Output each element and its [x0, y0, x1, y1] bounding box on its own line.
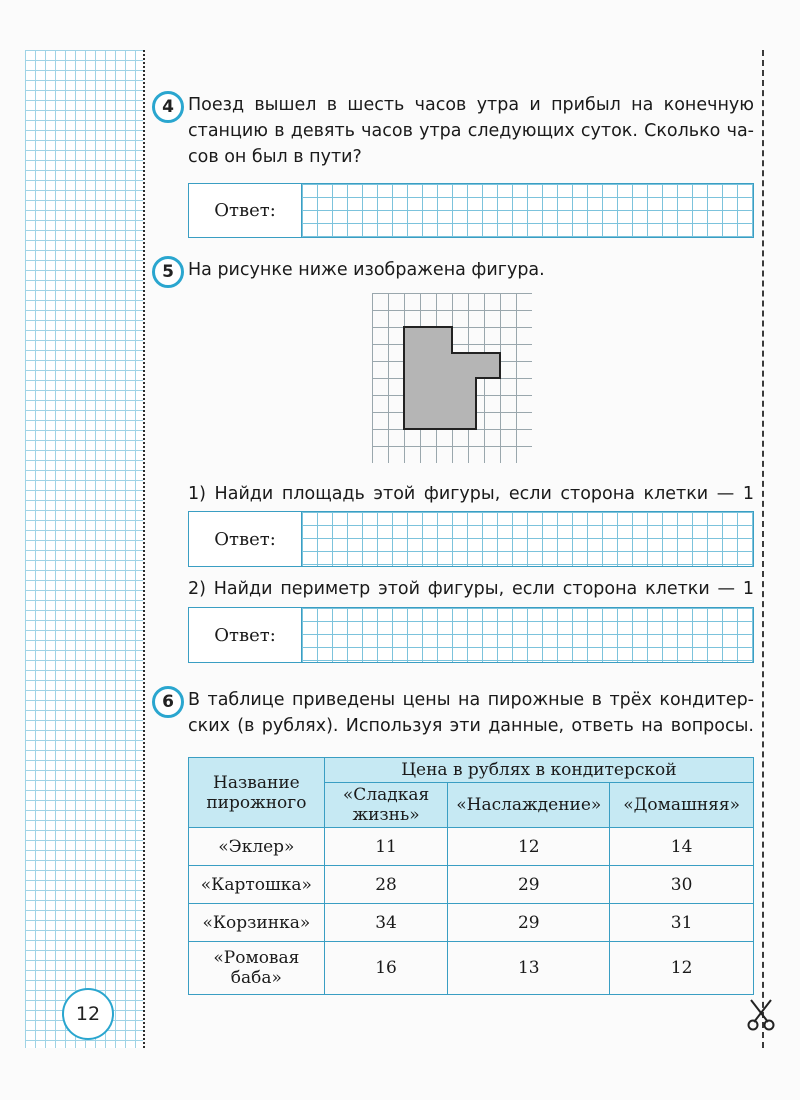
cake-name: «Корзинка» [189, 904, 325, 942]
figure-grid [372, 293, 532, 463]
shop-header-2: «Наслаждение» [448, 783, 610, 828]
task-4-line-1: Поезд вышел в шесть часов утра и прибыл на конечную [188, 95, 754, 115]
cake-name: «Эклер» [189, 828, 325, 866]
answer-grid[interactable] [301, 184, 753, 237]
table-row [189, 904, 754, 942]
scissors-icon [744, 996, 778, 1032]
task-6-line-2: ских (в рублях). Используя эти данные, ответь на вопросы. [188, 716, 754, 736]
page-number: 12 [62, 988, 114, 1040]
price-cell: 31 [610, 904, 754, 942]
price-cell: 29 [448, 904, 610, 942]
table-row [189, 866, 754, 904]
cake-name: «Ромовая баба» [189, 942, 325, 995]
answer-grid[interactable] [301, 608, 753, 662]
table-row [189, 942, 754, 995]
price-cell: 11 [324, 828, 448, 866]
answer-label: Ответ: [189, 512, 301, 566]
task-5-text: На рисунке ниже изображена фигура. [188, 260, 545, 280]
price-cell: 13 [448, 942, 610, 995]
task-5-answer-box-2[interactable] [188, 607, 754, 663]
price-cell: 34 [324, 904, 448, 942]
answer-grid[interactable] [301, 512, 753, 566]
margin-grid [25, 50, 143, 1048]
task-4-line-2: станцию в девять часов утра следующих суток. Сколько ча- [188, 121, 754, 141]
price-cell: 14 [610, 828, 754, 866]
task-4-line-3: сов он был в пути? [188, 147, 362, 167]
answer-label: Ответ: [189, 184, 301, 237]
table-row [189, 828, 754, 866]
task-5-question-2: 2) Найди периметр этой фигуры, если сторона клетки — 1 [188, 579, 754, 599]
price-cell: 12 [610, 942, 754, 995]
task-5-question-1: 1) Найди площадь этой фигуры, если сторона клетки — 1 [188, 484, 754, 504]
price-header: Цена в рублях в кондитерской [324, 758, 753, 783]
name-column-header: Название пирожного [189, 758, 325, 828]
task-5-answer-box-1[interactable] [188, 511, 754, 567]
task-4-number: 4 [152, 91, 184, 123]
shop-header-3: «Домашняя» [610, 783, 754, 828]
price-cell: 12 [448, 828, 610, 866]
price-cell: 29 [448, 866, 610, 904]
task-6-number: 6 [152, 686, 184, 718]
task-5-number: 5 [152, 256, 184, 288]
price-cell: 28 [324, 866, 448, 904]
answer-label: Ответ: [189, 608, 301, 662]
margin-line [143, 50, 145, 1048]
shop-header-1: «Сладкая жизнь» [324, 783, 448, 828]
task-4-answer-box[interactable] [188, 183, 754, 238]
price-cell: 30 [610, 866, 754, 904]
cake-name: «Картошка» [189, 866, 325, 904]
price-cell: 16 [324, 942, 448, 995]
prices-table [188, 757, 754, 995]
cut-line [762, 50, 764, 1048]
figure-shape [372, 293, 532, 463]
task-6-line-1: В таблице приведены цены на пирожные в трёх кондитер- [188, 690, 754, 710]
